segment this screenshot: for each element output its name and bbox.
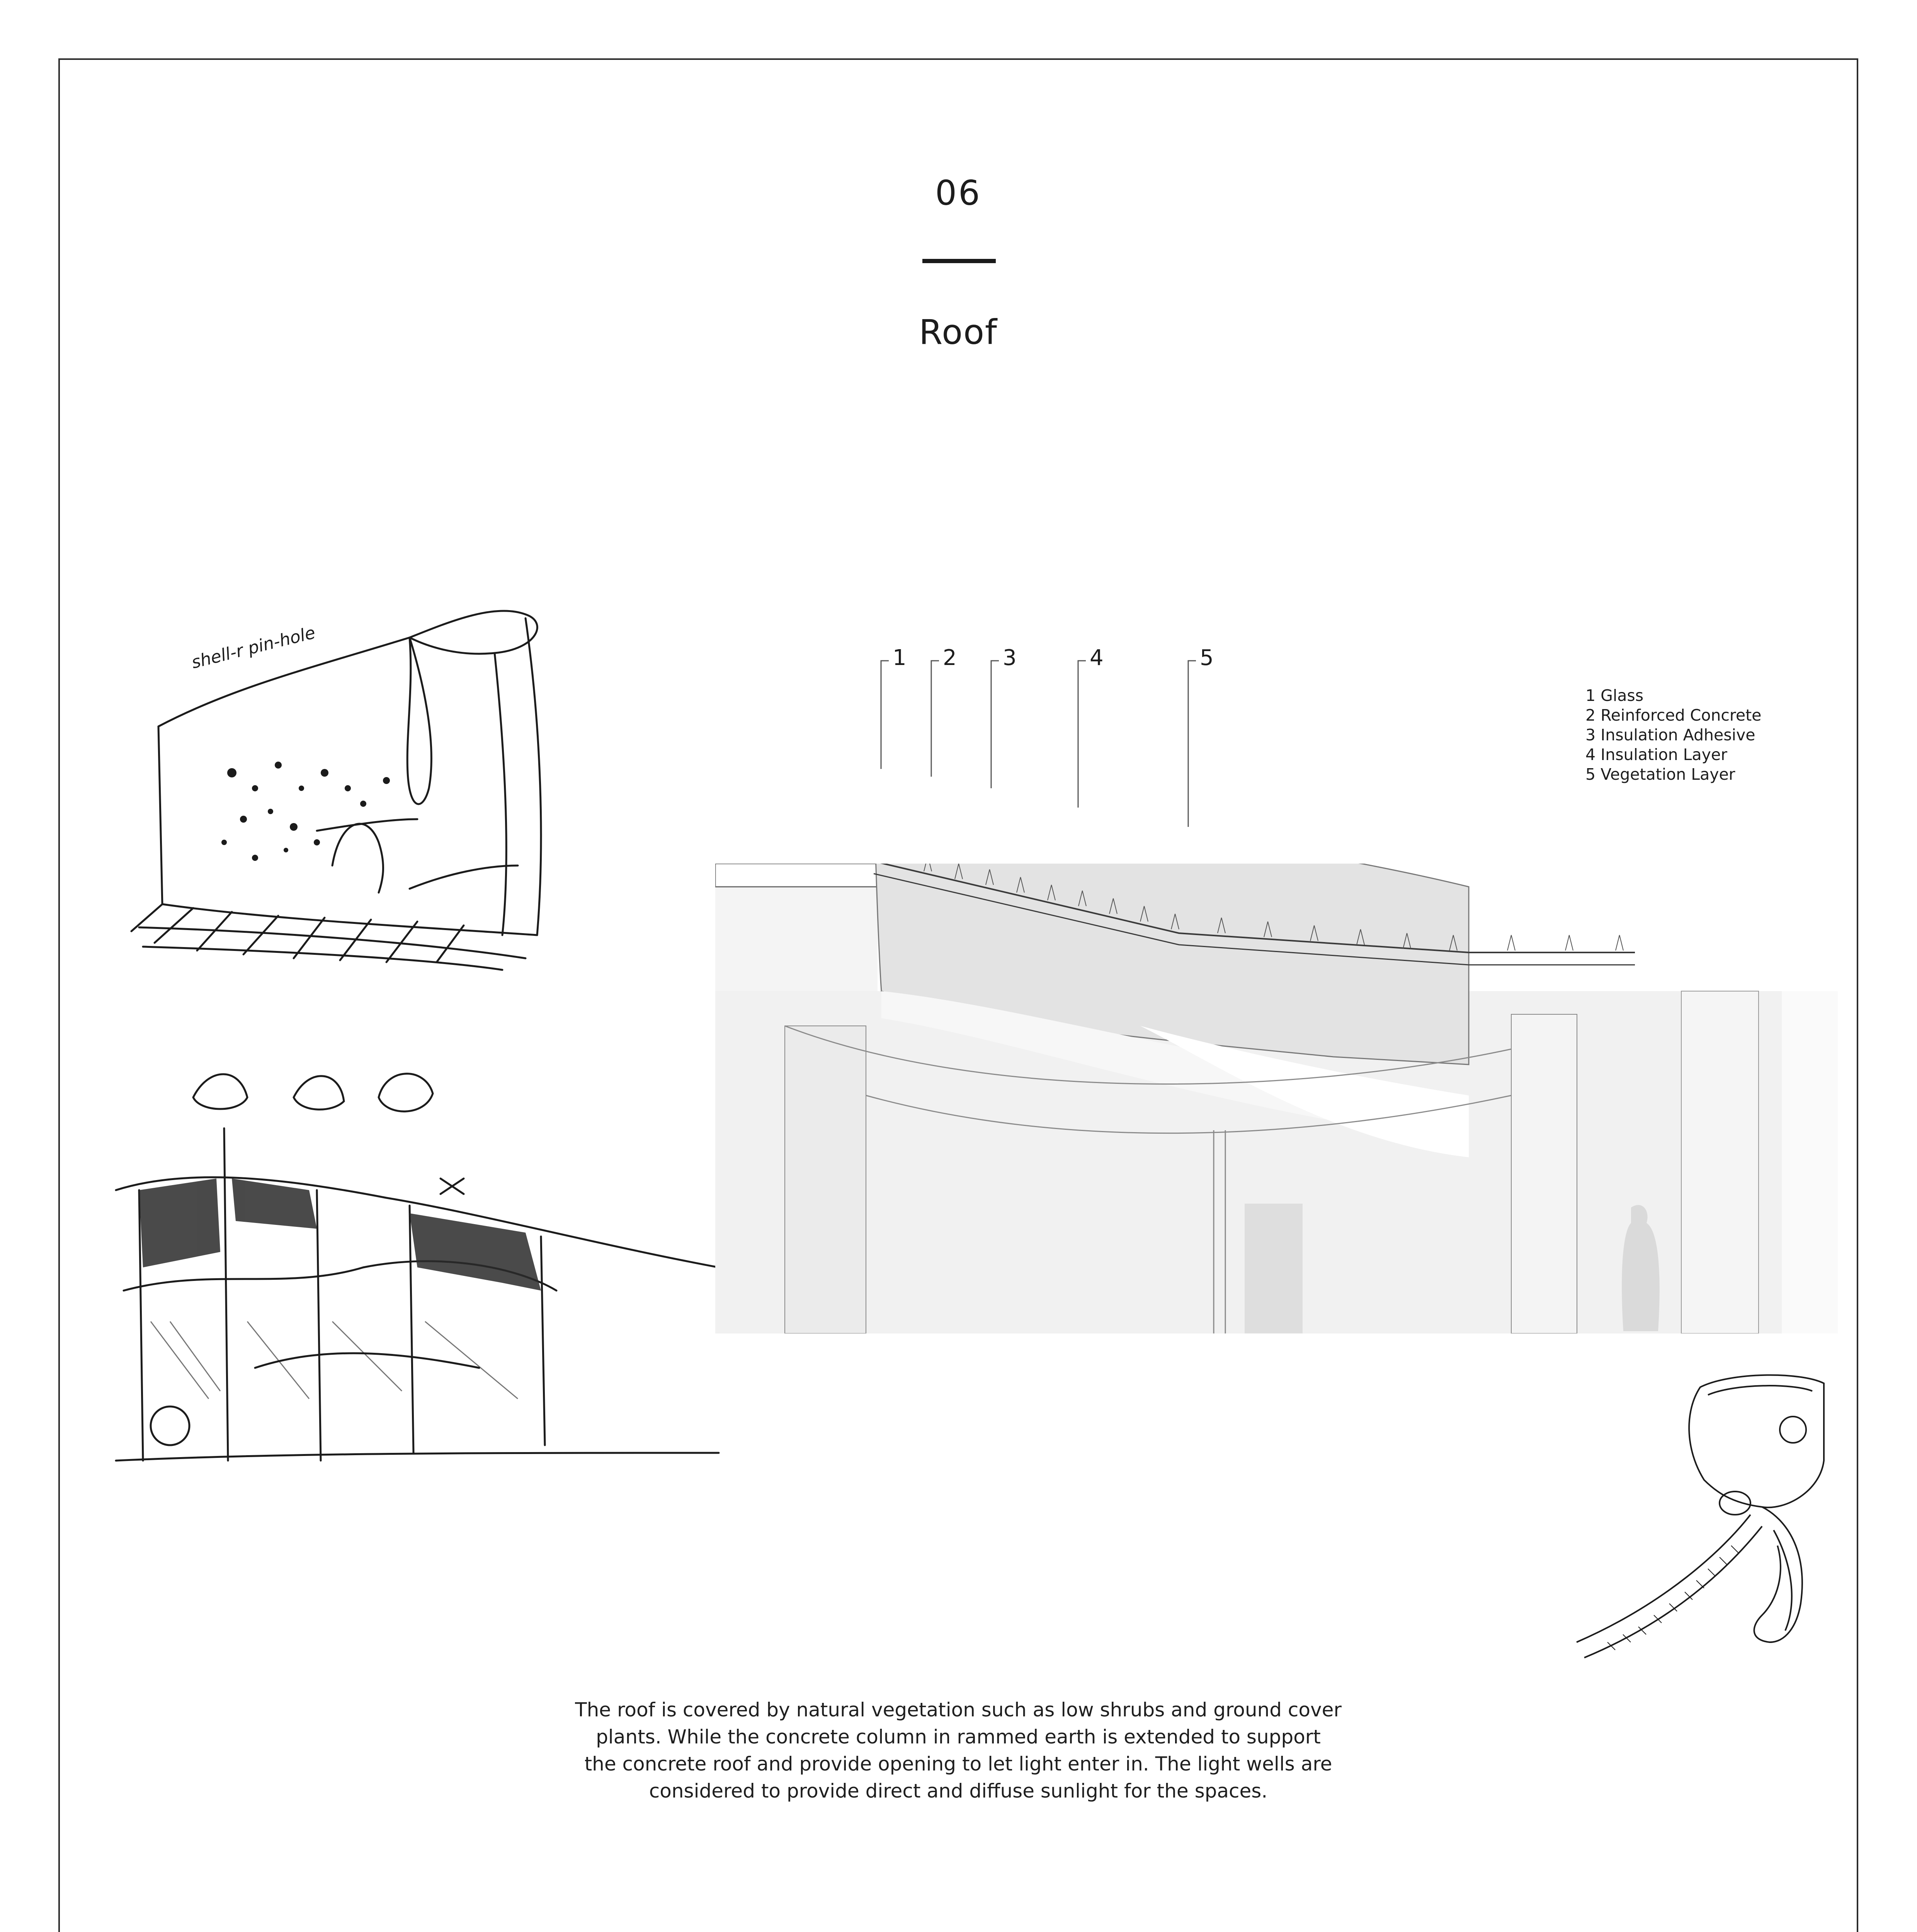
caption-line: considered to provide direct and diffuse sunlight for the spaces. bbox=[649, 1780, 1268, 1802]
legend-item: 2 Reinforced Concrete bbox=[1585, 706, 1762, 724]
sketch-interior-drawing bbox=[116, 572, 626, 981]
legend-item: 5 Vegetation Layer bbox=[1585, 765, 1735, 784]
section-divider bbox=[922, 259, 996, 263]
roof-description bbox=[549, 1696, 1368, 1804]
concept-sketch-elevation bbox=[93, 1051, 723, 1484]
sketch-elevation-drawing bbox=[93, 1051, 723, 1484]
section-title: Roof bbox=[919, 312, 998, 352]
callout-leaders bbox=[869, 645, 1256, 877]
concept-sketch-interior bbox=[116, 572, 626, 981]
callout-3: 3 bbox=[1003, 645, 1017, 670]
roof-section-render bbox=[715, 864, 1838, 1333]
section-number: 06 bbox=[935, 173, 981, 213]
callout-4: 4 bbox=[1090, 645, 1104, 670]
legend-item: 3 Insulation Adhesive bbox=[1585, 726, 1755, 744]
legend-item: 1 Glass bbox=[1585, 686, 1644, 705]
sketch-annotation: shell-r pin-hole bbox=[189, 622, 318, 673]
callout-1: 1 bbox=[893, 645, 907, 670]
key-plan-drawing bbox=[1569, 1364, 1847, 1700]
callout-2: 2 bbox=[943, 645, 957, 670]
caption-line: plants. While the concrete column in rammed earth is extended to support bbox=[596, 1726, 1321, 1748]
section-callouts bbox=[869, 645, 1256, 877]
roof-section-svg bbox=[715, 864, 1838, 1333]
legend-item: 4 Insulation Layer bbox=[1585, 745, 1727, 764]
material-legend bbox=[1585, 686, 1856, 784]
caption-line: The roof is covered by natural vegetation such as low shrubs and ground cover bbox=[575, 1699, 1342, 1721]
callout-5: 5 bbox=[1200, 645, 1214, 670]
caption-line: the concrete roof and provide opening to let light enter in. The light wells are bbox=[584, 1753, 1332, 1775]
key-plan bbox=[1569, 1364, 1847, 1700]
